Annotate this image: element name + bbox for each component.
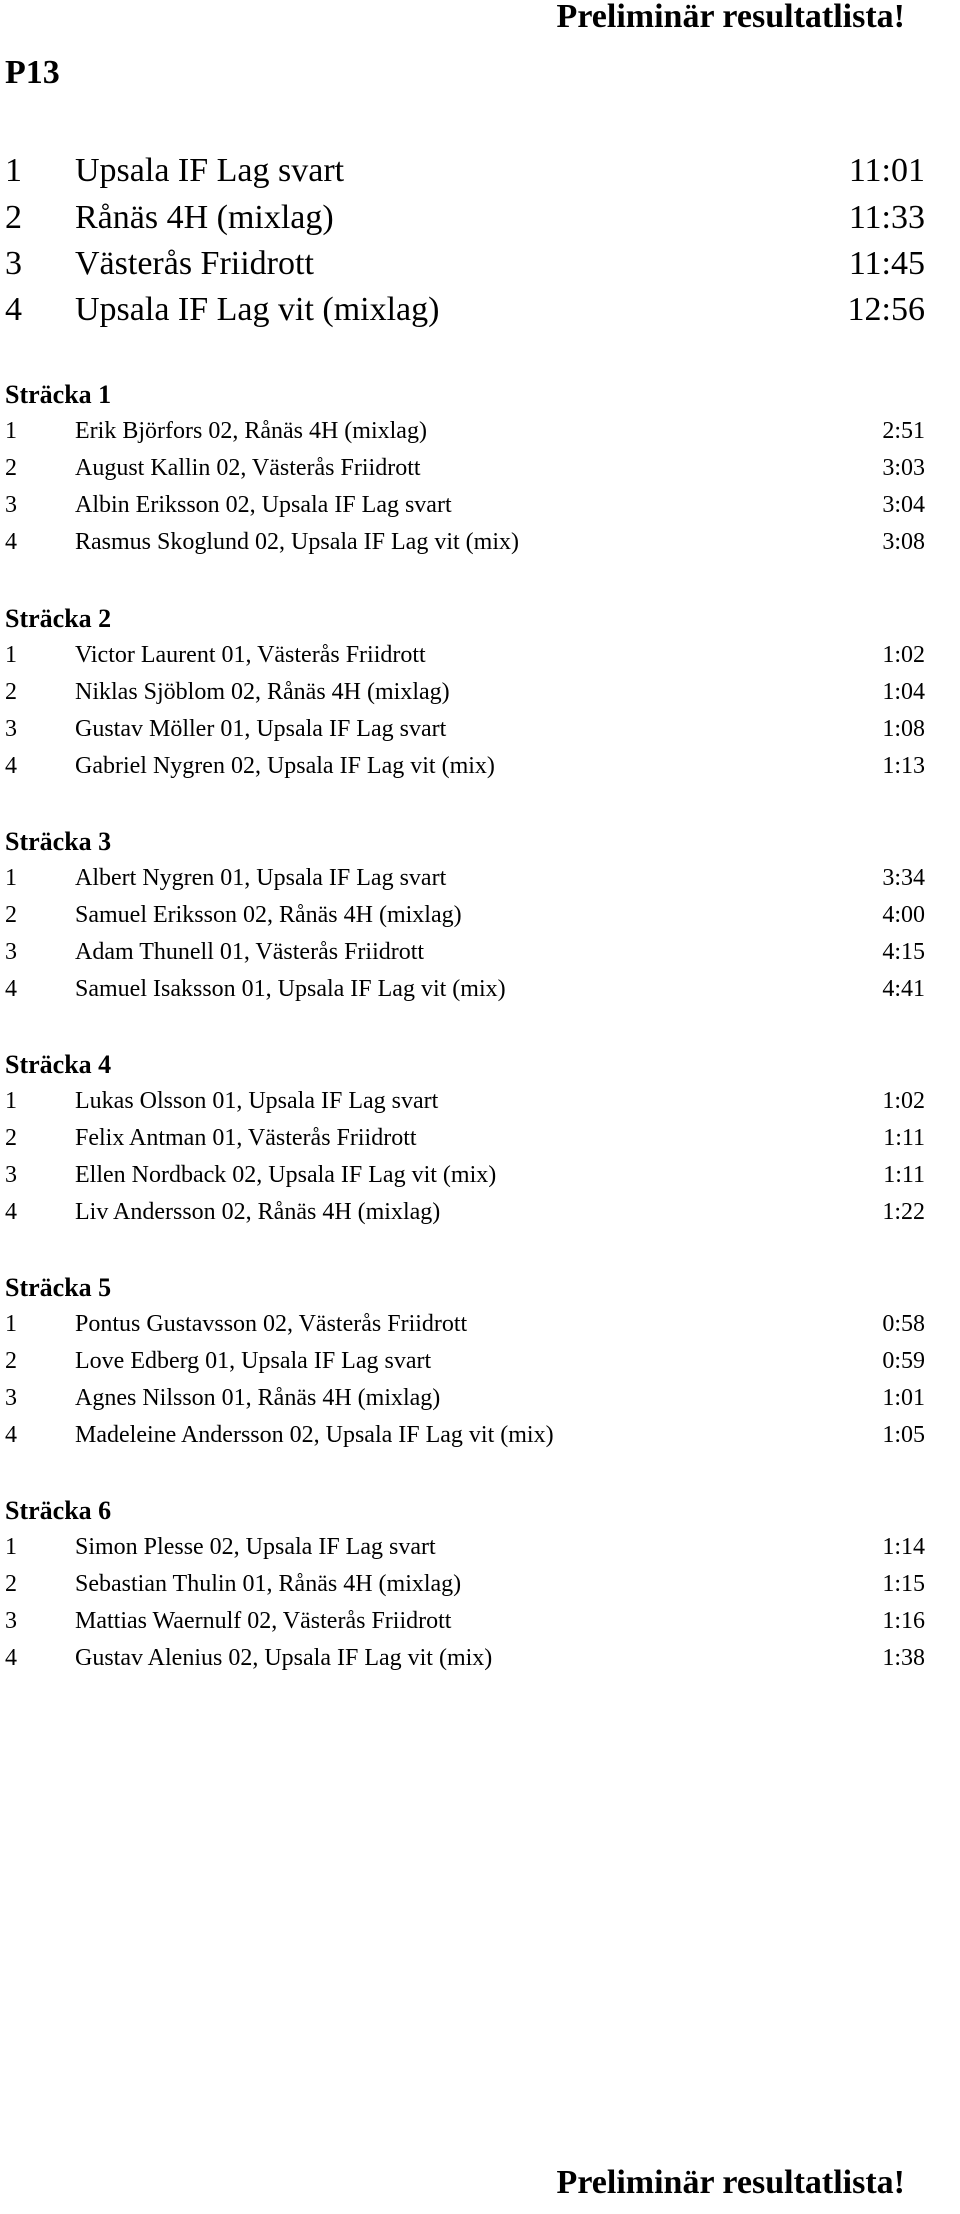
- leg-runner: Samuel Eriksson 02, Rånäs 4H (mixlag): [75, 902, 462, 928]
- leg-place: 2: [5, 1125, 17, 1151]
- overall-place: 4: [5, 291, 22, 328]
- stage-title: Sträcka 2: [5, 604, 112, 633]
- leg-runner: Albert Nygren 01, Upsala IF Lag svart: [75, 865, 447, 891]
- leg-place: 4: [5, 529, 17, 555]
- overall-place: 3: [5, 245, 22, 282]
- leg-place: 3: [5, 1608, 17, 1634]
- overall-place: 2: [5, 199, 22, 236]
- leg-runner: Felix Antman 01, Västerås Friidrott: [75, 1125, 417, 1151]
- preliminary-notice-bottom: Preliminär resultatlista!: [556, 2164, 905, 2201]
- leg-time: 3:03: [882, 455, 925, 481]
- leg-runner: Erik Björfors 02, Rånäs 4H (mixlag): [75, 418, 427, 444]
- leg-place: 2: [5, 1571, 17, 1597]
- leg-time: 2:51: [882, 418, 925, 444]
- leg-place: 3: [5, 939, 17, 965]
- leg-runner: Ellen Nordback 02, Upsala IF Lag vit (mix): [75, 1162, 497, 1188]
- leg-place: 4: [5, 753, 17, 779]
- leg-runner: Niklas Sjöblom 02, Rånäs 4H (mixlag): [75, 679, 450, 705]
- leg-runner: Simon Plesse 02, Upsala IF Lag svart: [75, 1534, 436, 1560]
- leg-time: 4:00: [882, 902, 925, 928]
- leg-time: 1:02: [882, 1088, 925, 1114]
- leg-place: 2: [5, 902, 17, 928]
- leg-runner: Gustav Möller 01, Upsala IF Lag svart: [75, 716, 447, 742]
- overall-team: Västerås Friidrott: [75, 245, 314, 282]
- leg-runner: August Kallin 02, Västerås Friidrott: [75, 455, 421, 481]
- leg-time: 1:02: [882, 642, 925, 668]
- leg-place: 1: [5, 1088, 17, 1114]
- leg-runner: Rasmus Skoglund 02, Upsala IF Lag vit (mix): [75, 529, 519, 555]
- leg-time: 1:16: [882, 1608, 925, 1634]
- leg-runner: Samuel Isaksson 01, Upsala IF Lag vit (mix): [75, 976, 506, 1002]
- leg-runner: Madeleine Andersson 02, Upsala IF Lag vit (mix): [75, 1422, 554, 1448]
- overall-time: 11:45: [848, 245, 925, 282]
- leg-place: 4: [5, 1199, 17, 1225]
- leg-time: 1:08: [882, 716, 925, 742]
- leg-runner: Mattias Waernulf 02, Västerås Friidrott: [75, 1608, 452, 1634]
- leg-place: 4: [5, 1645, 17, 1671]
- overall-team: Upsala IF Lag vit (mixlag): [75, 291, 440, 328]
- leg-time: 1:05: [882, 1422, 925, 1448]
- leg-time: 1:01: [882, 1385, 925, 1411]
- overall-time: 11:33: [848, 199, 925, 236]
- leg-time: 1:13: [882, 753, 925, 779]
- leg-runner: Albin Eriksson 02, Upsala IF Lag svart: [75, 492, 452, 518]
- leg-place: 1: [5, 1534, 17, 1560]
- leg-place: 3: [5, 1162, 17, 1188]
- leg-place: 3: [5, 716, 17, 742]
- overall-team: Upsala IF Lag svart: [75, 152, 345, 189]
- leg-runner: Love Edberg 01, Upsala IF Lag svart: [75, 1348, 432, 1374]
- leg-runner: Agnes Nilsson 01, Rånäs 4H (mixlag): [75, 1385, 441, 1411]
- leg-runner: Lukas Olsson 01, Upsala IF Lag svart: [75, 1088, 439, 1114]
- leg-runner: Liv Andersson 02, Rånäs 4H (mixlag): [75, 1199, 441, 1225]
- stage-title: Sträcka 4: [5, 1050, 112, 1079]
- leg-time: 3:34: [882, 865, 925, 891]
- stage-title: Sträcka 6: [5, 1496, 112, 1525]
- leg-time: 1:04: [882, 679, 925, 705]
- overall-place: 1: [5, 152, 22, 189]
- preliminary-notice-top: Preliminär resultatlista!: [556, 0, 905, 35]
- leg-time: 1:22: [882, 1199, 925, 1225]
- leg-time: 1:38: [882, 1645, 925, 1671]
- leg-place: 1: [5, 865, 17, 891]
- stage-title: Sträcka 3: [5, 827, 112, 856]
- leg-place: 4: [5, 976, 17, 1002]
- overall-time: 12:56: [847, 291, 925, 328]
- leg-place: 2: [5, 1348, 17, 1374]
- leg-time: 3:04: [882, 492, 925, 518]
- leg-time: 0:59: [882, 1348, 925, 1374]
- stage-title: Sträcka 1: [5, 380, 112, 409]
- leg-runner: Gabriel Nygren 02, Upsala IF Lag vit (mix): [75, 753, 495, 779]
- leg-time: 4:41: [882, 976, 925, 1002]
- leg-time: 1:15: [882, 1571, 925, 1597]
- stage-title: Sträcka 5: [5, 1273, 112, 1302]
- leg-runner: Victor Laurent 01, Västerås Friidrott: [75, 642, 426, 668]
- leg-time: 0:58: [882, 1311, 925, 1337]
- leg-place: 1: [5, 418, 17, 444]
- leg-place: 1: [5, 1311, 17, 1337]
- leg-place: 4: [5, 1422, 17, 1448]
- leg-runner: Adam Thunell 01, Västerås Friidrott: [75, 939, 425, 965]
- leg-runner: Sebastian Thulin 01, Rånäs 4H (mixlag): [75, 1571, 462, 1597]
- leg-place: 3: [5, 492, 17, 518]
- leg-place: 1: [5, 642, 17, 668]
- leg-time: 1:11: [883, 1125, 925, 1151]
- leg-time: 3:08: [882, 529, 925, 555]
- leg-runner: Gustav Alenius 02, Upsala IF Lag vit (mix): [75, 1645, 493, 1671]
- leg-place: 3: [5, 1385, 17, 1411]
- leg-time: 4:15: [882, 939, 925, 965]
- leg-time: 1:11: [883, 1162, 925, 1188]
- leg-time: 1:14: [882, 1534, 925, 1560]
- leg-place: 2: [5, 679, 17, 705]
- overall-time: 11:01: [848, 152, 925, 189]
- leg-runner: Pontus Gustavsson 02, Västerås Friidrott: [75, 1311, 468, 1337]
- leg-place: 2: [5, 455, 17, 481]
- overall-team: Rånäs 4H (mixlag): [75, 199, 334, 236]
- class-label: P13: [5, 54, 60, 91]
